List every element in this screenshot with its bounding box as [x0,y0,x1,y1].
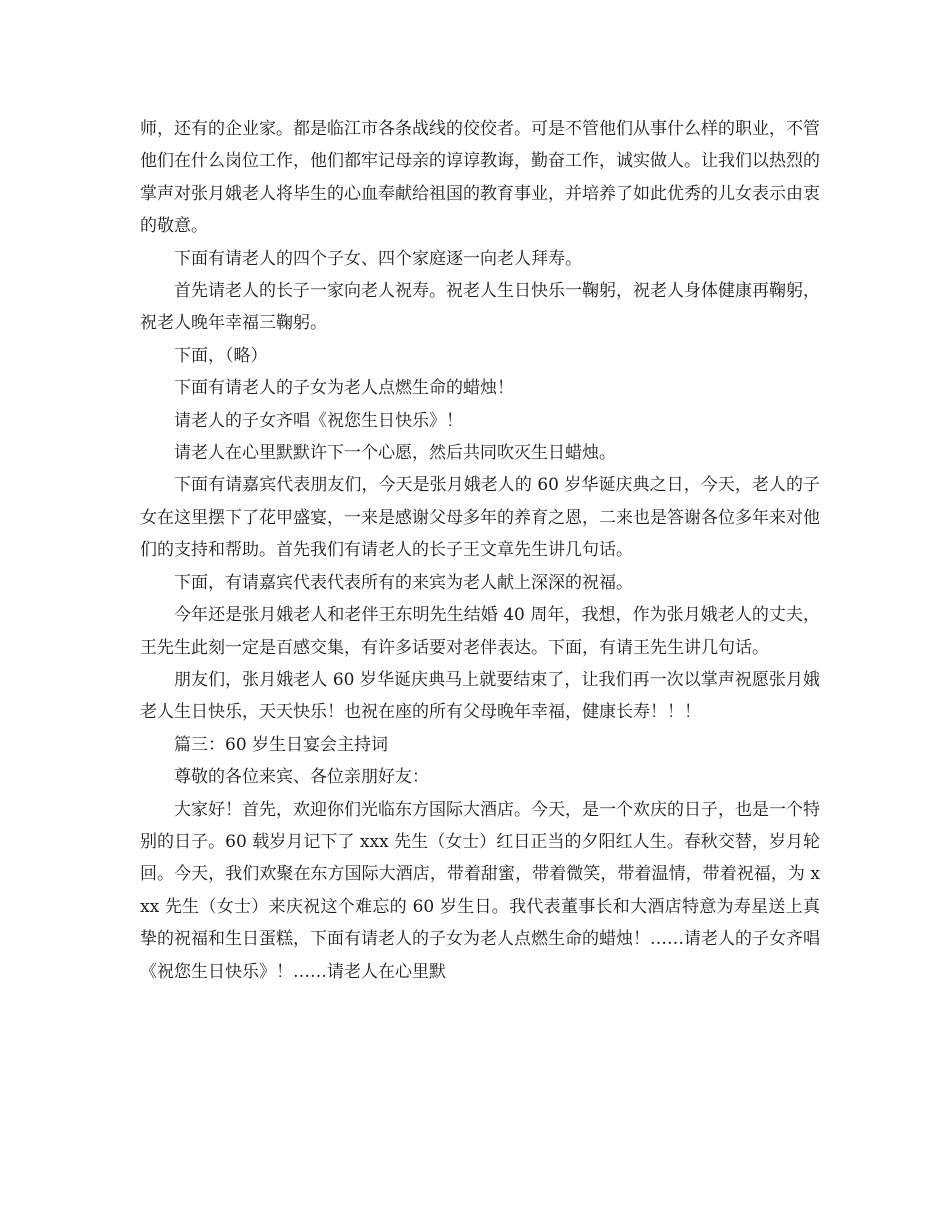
section-heading: 篇三：60 岁生日宴会主持词 [174,734,389,755]
document-body [140,113,820,988]
paragraph-14: 大家好！首先，欢迎你们光临东方国际大酒店。今天，是一个欢庆的日子，也是一个特别的日子。60 载岁月记下了 xxx 先生（女士）红日正当的夕阳红人生。春秋交替，岁月轮回。今天，我们欢聚在东方国际大酒店，带着甜蜜，带着微笑，带着温情，带着祝福，为 xxx 先生（女士）来庆祝这个难忘的 60 岁生日。我代表董事长和大酒店特意为寿星送上真挚的祝福和生日蛋糕，下面有请老人的子女为老人点燃生命的蜡烛！……请老人的子女齐唱《祝您生日快乐》！……请老人在心里默 [140,799,820,982]
paragraph-9: 下面，有请嘉宾代表代表所有的来宾为老人献上深深的祝福。 [174,572,633,593]
paragraph-10: 今年还是张月娥老人和老伴王东明先生结婚 40 周年，我想，作为张月娥老人的丈夫，王先生此刻一定是百感交集，有许多话要对老伴表达。下面，有请王先生讲几句话。 [140,605,820,658]
paragraph-8: 下面有请嘉宾代表朋友们，今天是张月娥老人的 60 岁华诞庆典之日，今天，老人的子女在这里摆下了花甲盛宴，一来是感谢父母多年的养育之恩，二来也是答谢各位多年来对他们的支持和帮助。首先我们有请老人的长子王文章先生讲几句话。 [140,475,820,561]
paragraph-6: 请老人的子女齐唱《祝您生日快乐》！ [174,410,463,431]
paragraph-3: 首先请老人的长子一家向老人祝寿。祝老人生日快乐一鞠躬，祝老人身体健康再鞠躬，祝老人晚年幸福三鞠躬。 [140,281,820,334]
paragraph-2: 下面有请老人的四个子女、四个家庭逐一向老人拜寿。 [174,248,582,269]
paragraph-7: 请老人在心里默默许下一个心愿，然后共同吹灭生日蜡烛。 [174,443,616,464]
paragraph-1: 师，还有的企业家。都是临江市各条战线的佼佼者。可是不管他们从事什么样的职业，不管他们在什么岗位工作，他们都牢记母亲的谆谆教诲，勤奋工作，诚实做人。让我们以热烈的掌声对张月娥老人将毕生的心血奉献给祖国的教育事业，并培养了如此优秀的儿女表示由衷的敬意。 [140,119,820,237]
paragraph-5: 下面有请老人的子女为老人点燃生命的蜡烛！ [174,378,514,399]
paragraph-11: 朋友们，张月娥老人 60 岁华诞庆典马上就要结束了，让我们再一次以掌声祝愿张月娥老人生日快乐，天天快乐！也祝在座的所有父母晚年幸福，健康长寿！！！ [140,669,820,723]
paragraph-salutation: 尊敬的各位来宾、各位亲朋好友： [174,767,429,788]
paragraph-4: 下面，（略） [174,345,268,366]
